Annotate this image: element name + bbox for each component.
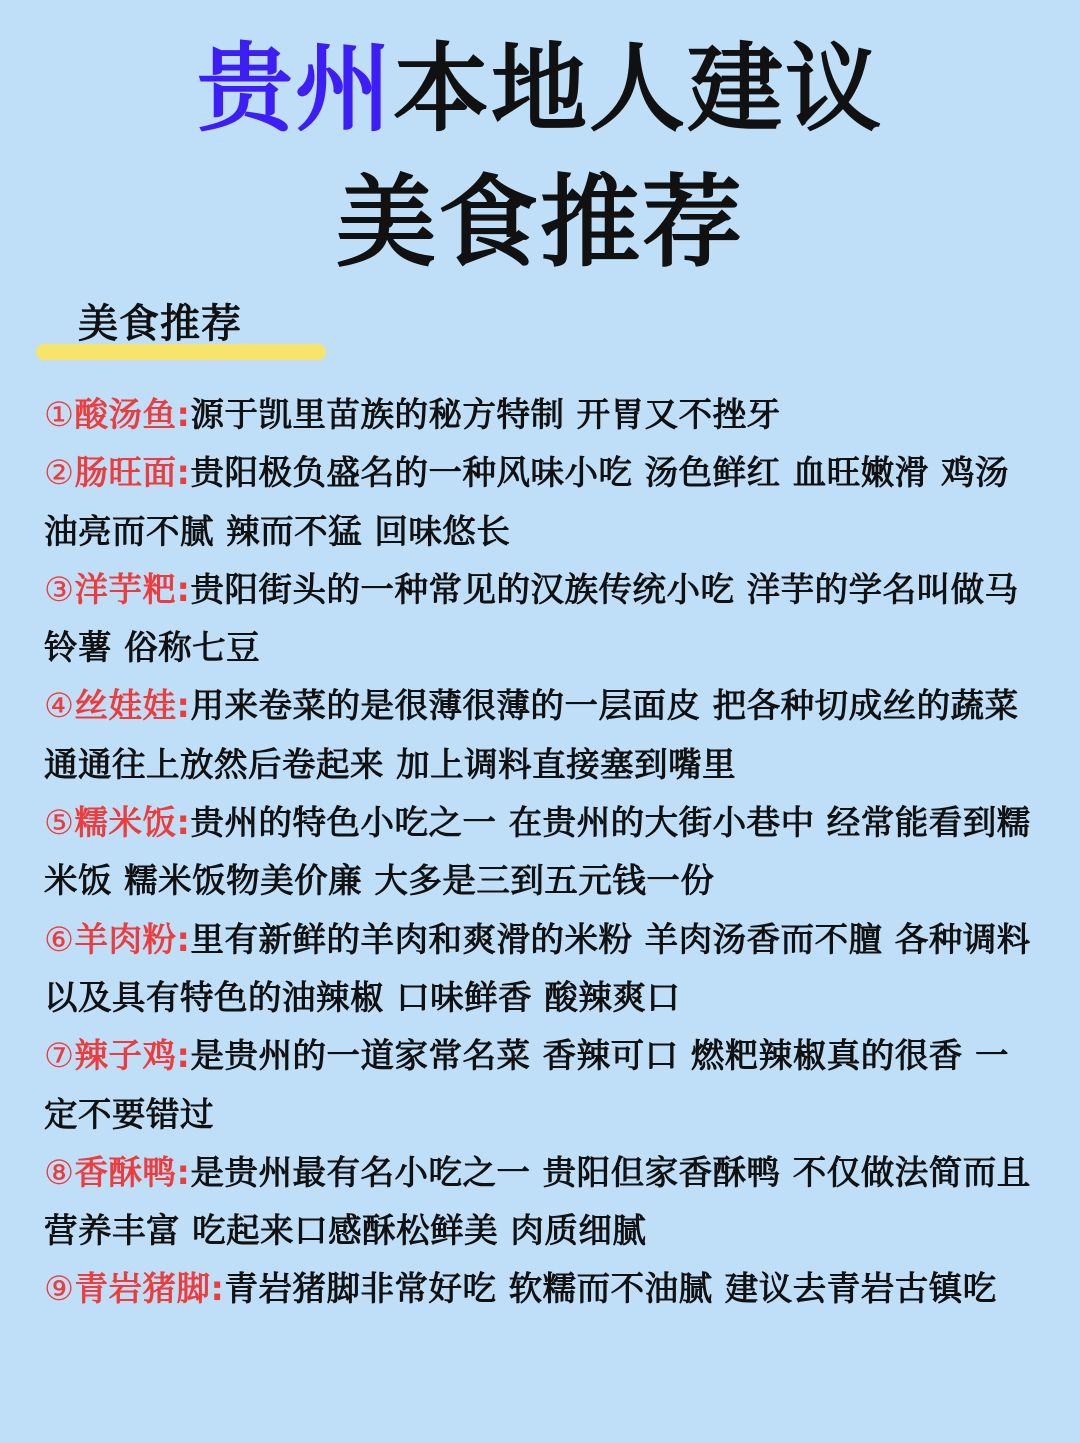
section-heading bbox=[36, 296, 328, 366]
item-name: 肠旺面 bbox=[74, 453, 177, 493]
item-description: 贵州的特色小吃之一 在贵州的大街小巷中 经常能看到糯米饭 糯米饭物美价廉 大多是三到五元钱一份 bbox=[44, 803, 1031, 901]
item-colon: : bbox=[176, 395, 191, 434]
item-number: ⑨ bbox=[44, 1269, 75, 1309]
item-number: ⑦ bbox=[44, 1036, 75, 1076]
item-name: 丝娃娃 bbox=[74, 686, 177, 726]
item-name: 青岩猪脚 bbox=[74, 1269, 211, 1309]
list-item bbox=[44, 561, 1034, 678]
item-colon: : bbox=[176, 569, 191, 609]
list-item bbox=[44, 677, 1034, 794]
item-number: ③ bbox=[44, 569, 75, 609]
item-description: 贵阳极负盛名的一种风味小吃 汤色鲜红 血旺嫩滑 鸡汤油亮而不腻 辣而不猛 回味悠长 bbox=[44, 453, 1009, 551]
item-number: ⑤ bbox=[44, 803, 75, 843]
item-name: 糯米饭 bbox=[74, 803, 177, 843]
page-title-line1 bbox=[0, 34, 1080, 144]
item-number: ① bbox=[44, 395, 75, 434]
item-colon: : bbox=[176, 919, 191, 959]
item-colon: : bbox=[176, 1036, 191, 1076]
list-item bbox=[44, 1144, 1034, 1261]
list-item bbox=[44, 911, 1034, 1028]
item-colon: : bbox=[176, 803, 191, 843]
item-colon: : bbox=[176, 686, 191, 726]
title-rest: 本地人建议 bbox=[393, 33, 883, 145]
item-name: 洋芋粑 bbox=[74, 569, 177, 609]
title-accent: 贵州 bbox=[197, 33, 393, 145]
item-description: 贵阳街头的一种常见的汉族传统小吃 洋芋的学名叫做马铃薯 俗称七豆 bbox=[44, 569, 1019, 668]
food-list bbox=[44, 386, 1034, 1319]
item-name: 酸汤鱼 bbox=[74, 395, 177, 434]
section-heading-text: 美食推荐 bbox=[78, 301, 242, 347]
item-number: ④ bbox=[44, 686, 75, 726]
item-description: 是贵州最有名小吃之一 贵阳但家香酥鸭 不仅做法简而且营养丰富 吃起来口感酥松鲜美 肉质细腻 bbox=[44, 1152, 1031, 1251]
list-item bbox=[44, 794, 1034, 911]
item-description: 源于凯里苗族的秘方特制 开胃又不挫牙 bbox=[190, 395, 781, 434]
list-item bbox=[44, 1260, 1034, 1318]
item-description: 是贵州的一道家常名菜 香辣可口 燃粑辣椒真的很香 一定不要错过 bbox=[44, 1036, 1009, 1134]
item-colon: : bbox=[176, 1152, 191, 1192]
list-item bbox=[44, 1027, 1034, 1144]
item-colon: : bbox=[210, 1269, 225, 1309]
item-number: ⑥ bbox=[44, 919, 75, 959]
item-number: ⑧ bbox=[44, 1152, 75, 1192]
page-title-line2: 美食推荐 bbox=[336, 164, 744, 281]
item-colon: : bbox=[176, 453, 191, 493]
item-name: 辣子鸡 bbox=[74, 1036, 177, 1076]
item-description: 用来卷菜的是很薄很薄的一层面皮 把各种切成丝的蔬菜通通往上放然后卷起来 加上调料直接塞到嘴里 bbox=[44, 686, 1019, 784]
item-number: ② bbox=[44, 453, 75, 493]
item-name: 羊肉粉 bbox=[74, 919, 177, 959]
list-item bbox=[44, 444, 1034, 561]
list-item bbox=[44, 386, 1034, 444]
item-description: 里有新鲜的羊肉和爽滑的米粉 羊肉汤香而不膻 各种调料以及具有特色的油辣椒 口味鲜香 酸辣爽口 bbox=[44, 919, 1031, 1017]
item-description: 青岩猪脚非常好吃 软糯而不油腻 建议去青岩古镇吃 bbox=[224, 1269, 997, 1309]
item-name: 香酥鸭 bbox=[74, 1152, 177, 1192]
